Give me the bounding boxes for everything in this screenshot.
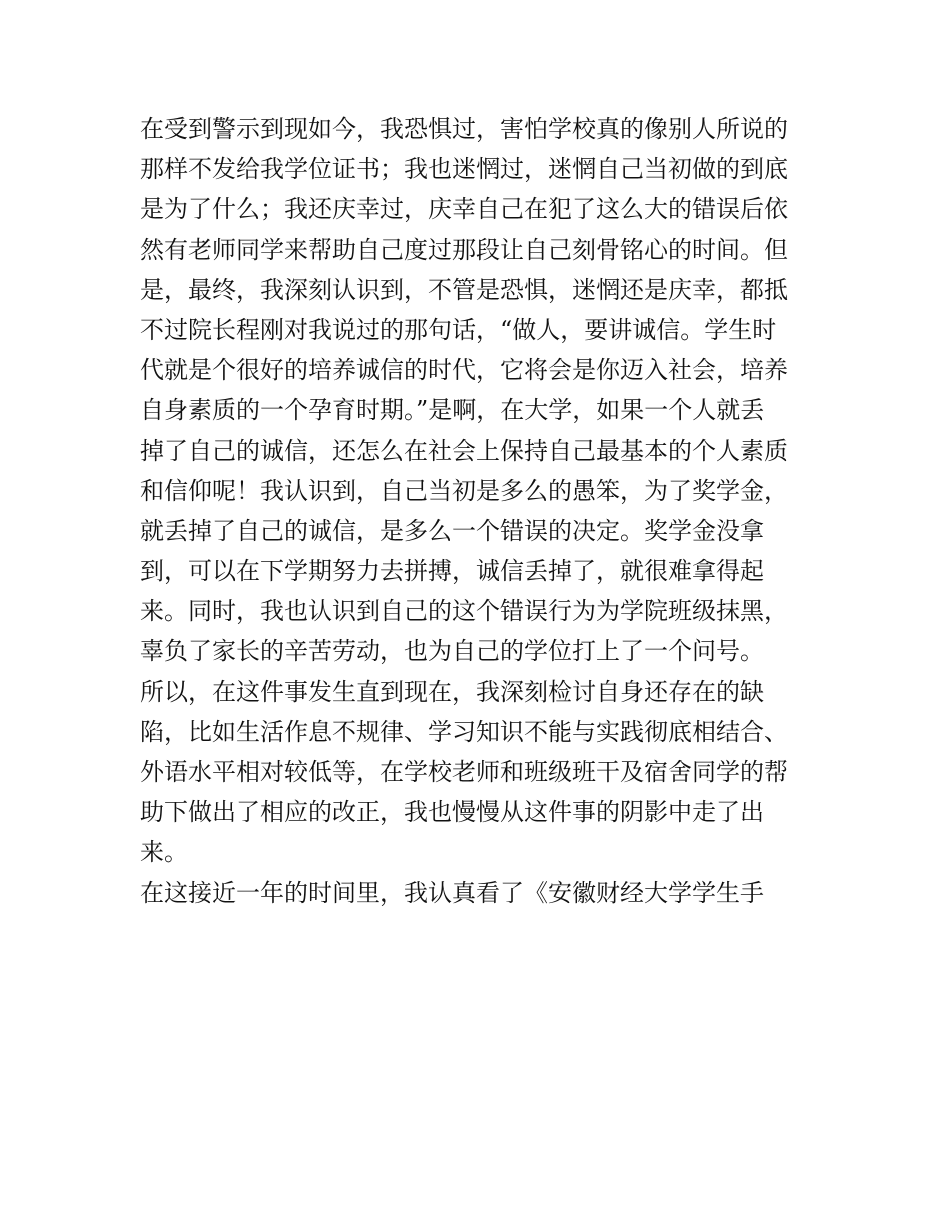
text-line: 自身素质的一个孕育时期。”是啊，在大学，如果一个人就丢 [140, 396, 765, 425]
text-line: 所以，在这件事发生直到现在，我深刻检讨自身还存在的缺 [140, 677, 764, 706]
text-line: 到，可以在下学期努力去拼搏，诚信丢掉了，就很难拿得起 [140, 557, 764, 586]
text-line: 辜负了家长的辛苦劳动，也为自己的学位打上了一个问号。 [140, 637, 764, 666]
text-line: 来。 [140, 838, 188, 867]
text-line: 和信仰呢！我认识到，自己当初是多么的愚笨，为了奖学金， [140, 476, 788, 505]
text-line: 就丢掉了自己的诚信，是多么一个错误的决定。奖学金没拿 [140, 516, 764, 545]
text-line: 不过院长程刚对我说过的那句话，“做人，要讲诚信。学生时 [140, 315, 777, 344]
text-line: 陷，比如生活作息不规律、学习知识不能与实践彻底相结合、 [140, 717, 788, 746]
text-line: 掉了自己的诚信，还怎么在社会上保持自己最基本的个人素质 [140, 436, 788, 465]
text-line: 然有老师同学来帮助自己度过那段让自己刻骨铭心的时间。但 [140, 235, 788, 264]
text-line: 是为了什么；我还庆幸过，庆幸自己在犯了这么大的错误后依 [140, 195, 788, 224]
text-line: 在这接近一年的时间里，我认真看了《安徽财经大学学生手 [140, 878, 764, 907]
text-line: 在受到警示到现如今，我恐惧过，害怕学校真的像别人所说的 [140, 115, 788, 143]
text-line: 是，最终，我深刻认识到，不管是恐惧，迷惘还是庆幸，都抵 [140, 275, 788, 304]
text-line: 代就是个很好的培养诚信的时代，它将会是你迈入社会，培养 [140, 356, 788, 385]
text-line: 来。同时，我也认识到自己的这个错误行为为学院班级抹黑， [140, 597, 788, 626]
text-line: 那样不发给我学位证书；我也迷惘过，迷惘自己当初做的到底 [140, 155, 788, 184]
body-text [140, 109, 820, 913]
text-line: 助下做出了相应的改正，我也慢慢从这件事的阴影中走了出 [140, 798, 764, 827]
text-line: 外语水平相对较低等，在学校老师和班级班干及宿舍同学的帮 [140, 758, 788, 786]
